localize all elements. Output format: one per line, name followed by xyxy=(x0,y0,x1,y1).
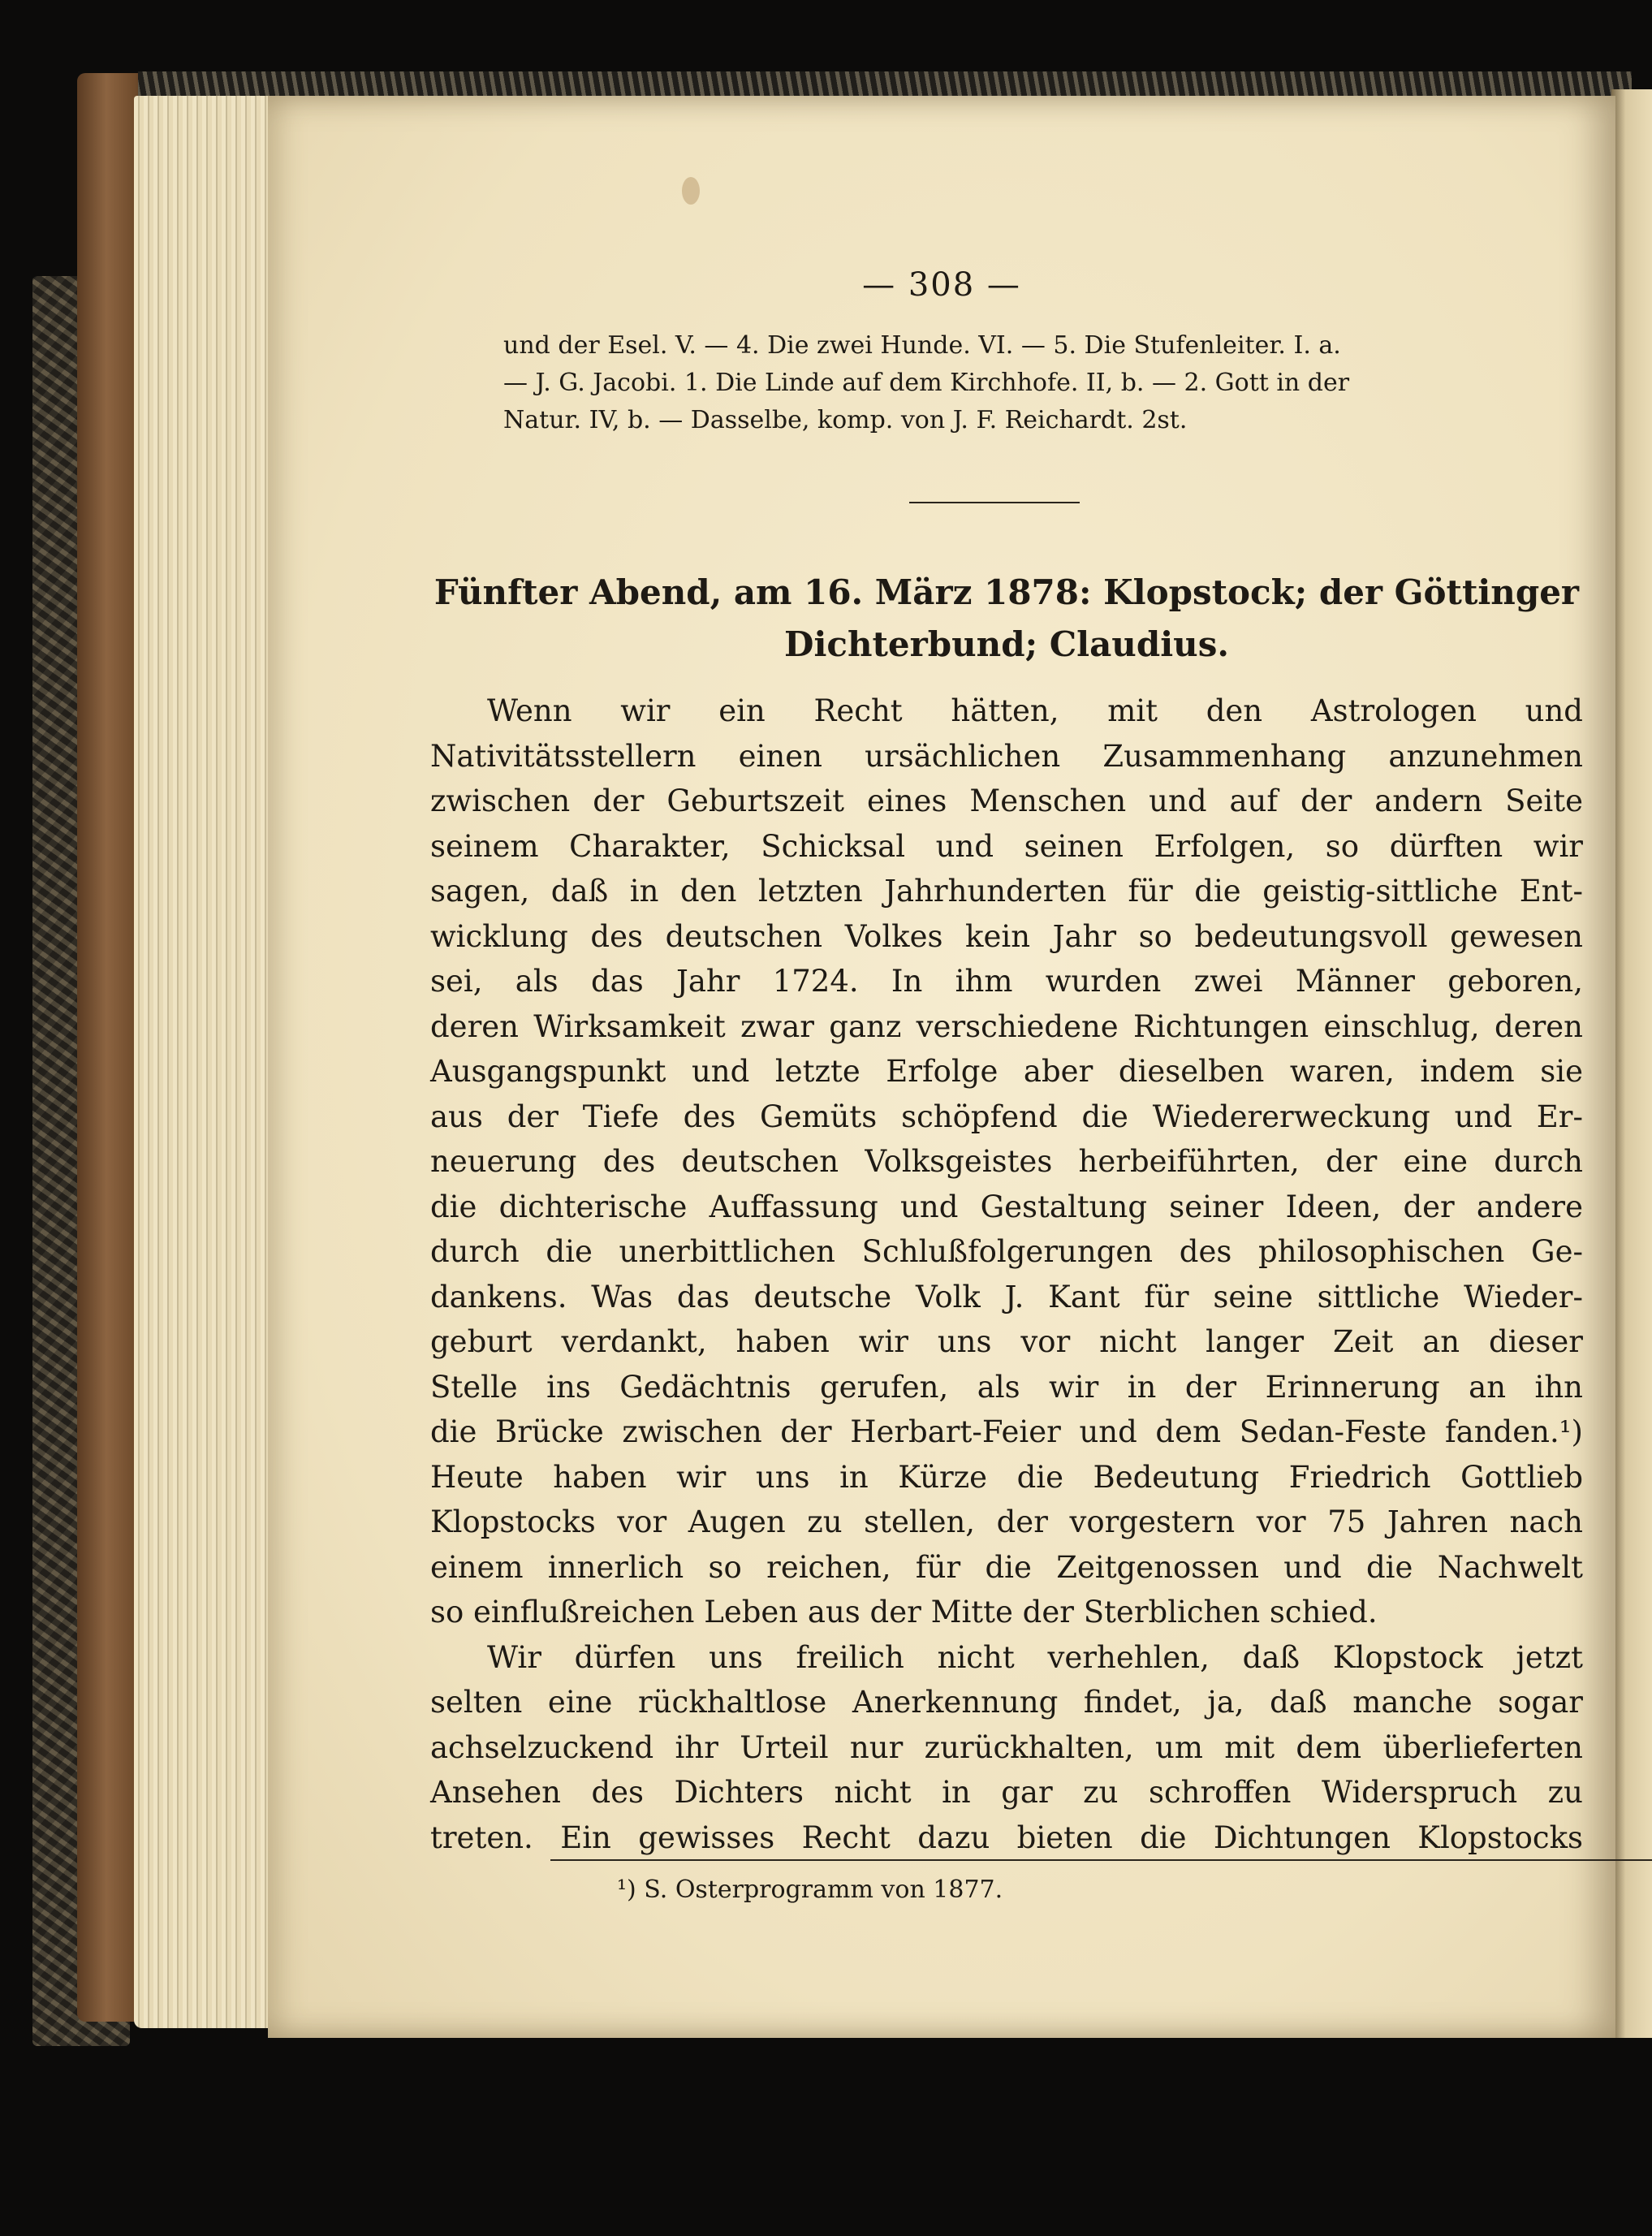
body-line: Ausgangspunkt und letzte Erfolge aber dieselben waren, indem sie xyxy=(430,1054,1583,1089)
body-line: so einflußreichen Leben aus der Mitte der Sterblichen schied. xyxy=(430,1595,1378,1630)
body-line: Heute haben wir uns in Kürze die Bedeutung Friedrich Gottlieb xyxy=(430,1459,1583,1495)
continued-song-list xyxy=(503,327,1526,439)
body-line: dankens. Was das deutsche Volk J. Kant für seine sittliche Wieder- xyxy=(430,1279,1583,1314)
continued-line: — J. G. Jacobi. 1. Die Linde auf dem Kirchhofe. II, b. — 2. Gott in der xyxy=(503,369,1350,397)
body-line: die Brücke zwischen der Herbart-Feier und dem Sedan-Feste fanden.¹) xyxy=(430,1414,1583,1449)
body-line: Wenn wir ein Recht hätten, mit den Astrologen und xyxy=(487,693,1583,728)
page-number: — 308 — xyxy=(862,266,1021,304)
body-line: achselzuckend ihr Urteil nur zurückhalten, um mit dem überlieferten xyxy=(430,1729,1583,1765)
body-line: neuerung des deutschen Volksgeistes herbeiführten, der eine durch xyxy=(430,1144,1583,1179)
body-line: die dichterische Auffassung und Gestaltung seiner Ideen, der andere xyxy=(430,1189,1583,1224)
page-edges xyxy=(134,96,272,2028)
body-line: sei, als das Jahr 1724. In ihm wurden zwei Männer geboren, xyxy=(430,964,1583,999)
body-line: treten. Ein gewisses Recht dazu bieten die Dichtungen Klopstocks xyxy=(430,1819,1583,1855)
body-line: aus der Tiefe des Gemüts schöpfend die Wiedererweckung und Er- xyxy=(430,1099,1583,1134)
heading-line: Fünfter Abend, am 16. März 1878: Klopstock; der Göttinger xyxy=(433,572,1580,612)
body-line: Klopstocks vor Augen zu stellen, der vorgestern vor 75 Jahren nach xyxy=(430,1504,1583,1539)
next-page-sliver xyxy=(1611,89,1652,2038)
section-heading xyxy=(430,567,1583,671)
body-line: geburt verdankt, haben wir uns vor nicht langer Zeit an dieser xyxy=(430,1324,1583,1359)
continued-line: und der Esel. V. — 4. Die zwei Hunde. VI. — 5. Die Stufenleiter. I. a. xyxy=(503,331,1341,360)
body-line: Nativitätsstellern einen ursächlichen Zusammenhang anzunehmen xyxy=(430,738,1583,774)
body-line: sagen, daß in den letzten Jahrhunderten für die geistig-sittliche Ent- xyxy=(430,874,1583,909)
body-text xyxy=(430,688,1583,1860)
page-stain xyxy=(682,177,700,205)
body-line: durch die unerbittlichen Schlußfolgerungen des philosophischen Ge- xyxy=(430,1234,1583,1269)
continued-line: Natur. IV, b. — Dasselbe, komp. von J. F. Reichardt. 2st. xyxy=(503,406,1188,434)
body-line: zwischen der Geburtszeit eines Menschen und auf der andern Seite xyxy=(430,783,1583,818)
body-line: Ansehen des Dichters nicht in gar zu schroffen Widerspruch zu xyxy=(430,1775,1583,1810)
book-page xyxy=(268,96,1615,2038)
footnote: ¹) S. Osterprogramm von 1877. xyxy=(617,1876,1003,1904)
body-line: einem innerlich so reichen, für die Zeitgenossen und die Nachwelt xyxy=(430,1549,1583,1585)
heading-line: Dichterbund; Claudius. xyxy=(784,624,1229,664)
body-line: selten eine rückhaltlose Anerkennung findet, ja, daß manche sogar xyxy=(430,1685,1583,1720)
section-divider xyxy=(909,502,1080,503)
footnote-rule xyxy=(550,1859,1652,1861)
body-line: deren Wirksamkeit zwar ganz verschiedene Richtungen einschlug, deren xyxy=(430,1008,1583,1044)
body-line: Stelle ins Gedächtnis gerufen, als wir in der Erinnerung an ihn xyxy=(430,1369,1583,1405)
body-line: seinem Charakter, Schicksal und seinen Erfolgen, so dürften wir xyxy=(430,828,1583,864)
body-line: Wir dürfen uns freilich nicht verhehlen, daß Klopstock jetzt xyxy=(487,1639,1583,1675)
body-line: wicklung des deutschen Volkes kein Jahr so bedeutungsvoll gewesen xyxy=(430,918,1583,954)
